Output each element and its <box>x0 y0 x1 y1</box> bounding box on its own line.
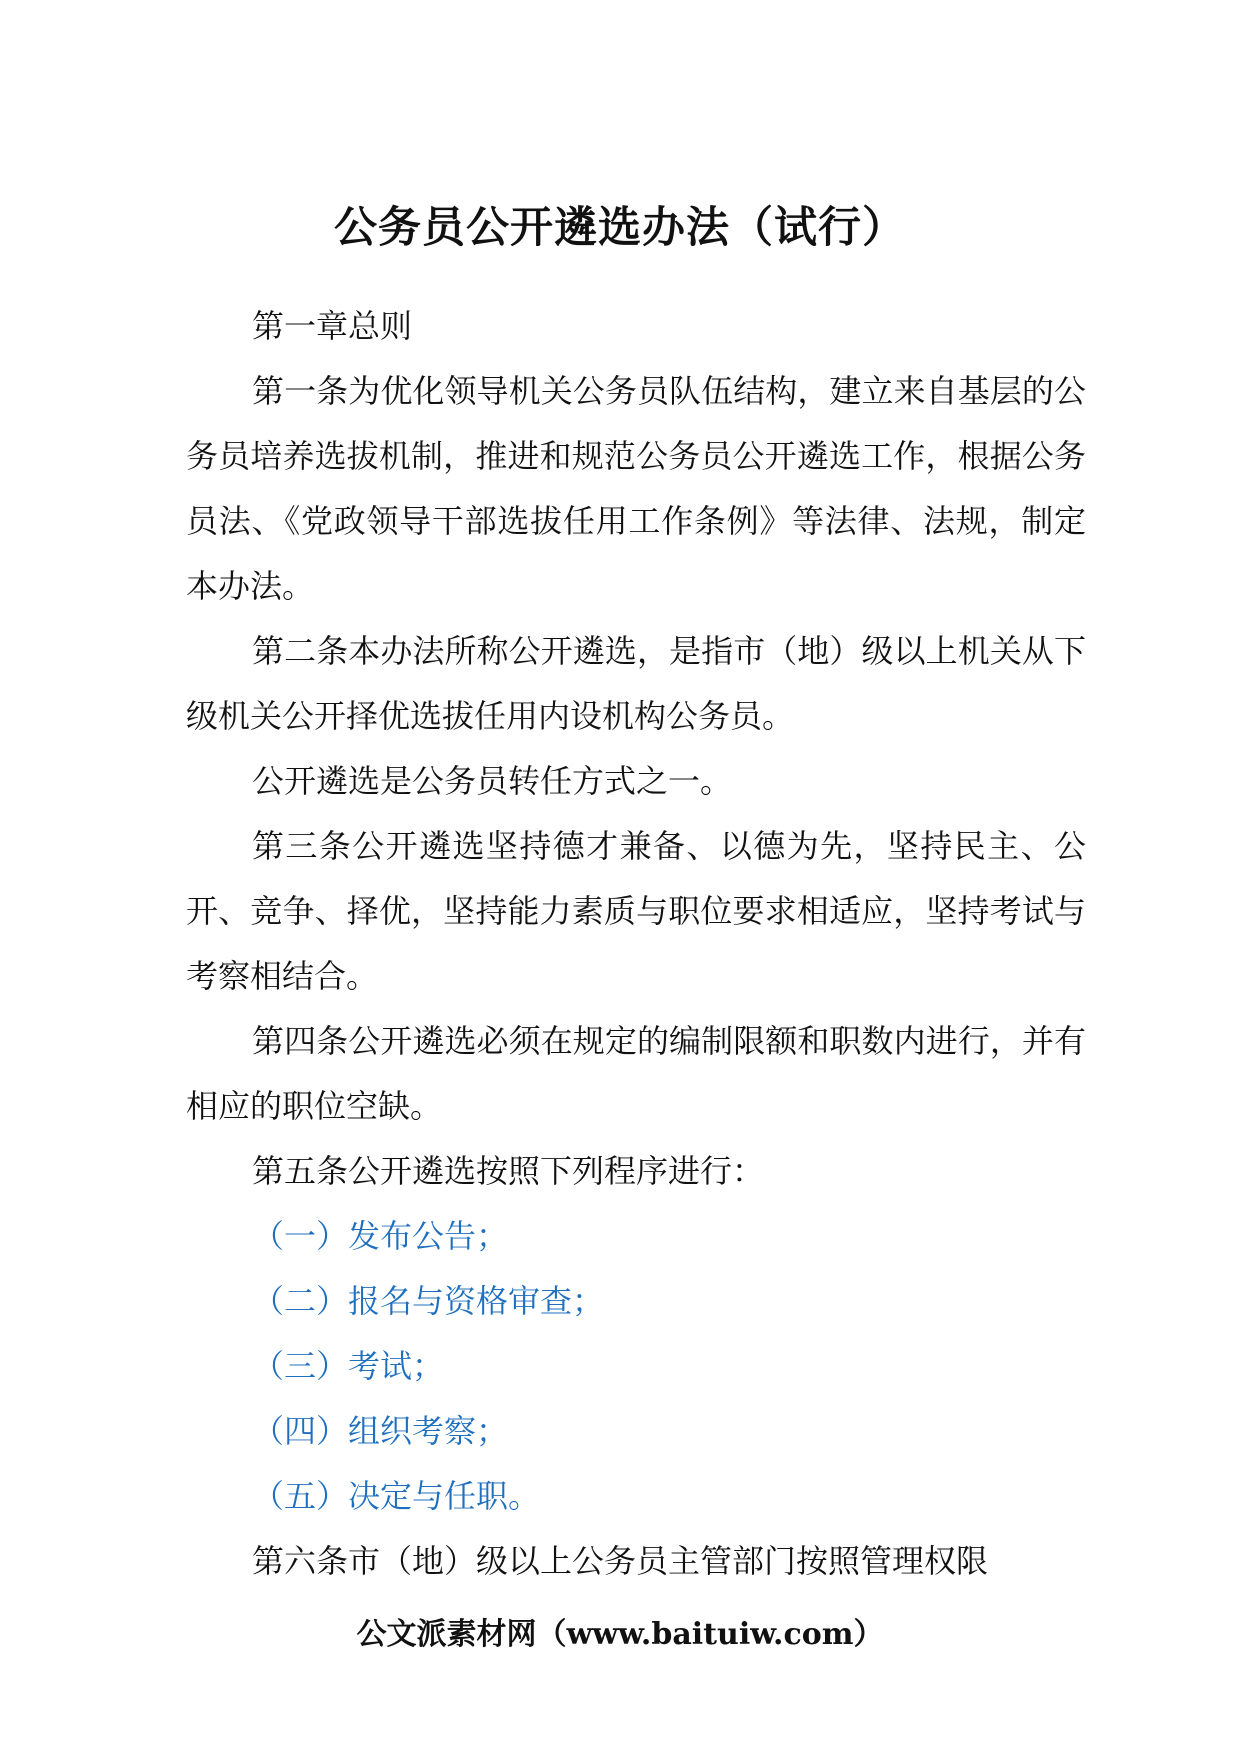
procedure-item: （一）发布公告； <box>252 1217 509 1255</box>
article-6-paragraph: 第六条市（地）级以上公务员主管部门按照管理权限 <box>252 1542 989 1580</box>
procedure-item: （二）报名与资格审查； <box>252 1282 605 1320</box>
article-5-paragraph: 第五条公开遴选按照下列程序进行： <box>252 1152 765 1190</box>
document-body <box>186 294 1086 1594</box>
transfer-note-paragraph: 公开遴选是公务员转任方式之一。 <box>252 762 733 800</box>
procedure-item: （五）决定与任职。 <box>252 1477 541 1515</box>
chapter-heading: 第一章总则 <box>252 307 413 345</box>
procedure-item: （三）考试； <box>252 1347 445 1385</box>
footer-source: 公文派素材网（www.baituiw.com） <box>356 1617 884 1652</box>
article-1-paragraph: 第一条为优化领导机关公务员队伍结构，建立来自基层的公务员培养选拔机制，推进和规范公务员公开遴选工作，根据公务员法、《党政领导干部选拔任用工作条例》等法律、法规，制定本办法。 <box>186 372 1086 605</box>
article-2-paragraph: 第二条本办法所称公开遴选，是指市（地）级以上机关从下级机关公开择优选拔任用内设机构公务员。 <box>186 632 1086 735</box>
procedure-item: （四）组织考察； <box>252 1412 509 1450</box>
article-3-paragraph: 第三条公开遴选坚持德才兼备、以德为先，坚持民主、公开、竞争、择优，坚持能力素质与职位要求相适应，坚持考试与考察相结合。 <box>186 827 1086 995</box>
document-title: 公务员公开遴选办法（试行） <box>334 203 906 253</box>
article-4-paragraph: 第四条公开遴选必须在规定的编制限额和职数内进行，并有相应的职位空缺。 <box>186 1022 1086 1125</box>
